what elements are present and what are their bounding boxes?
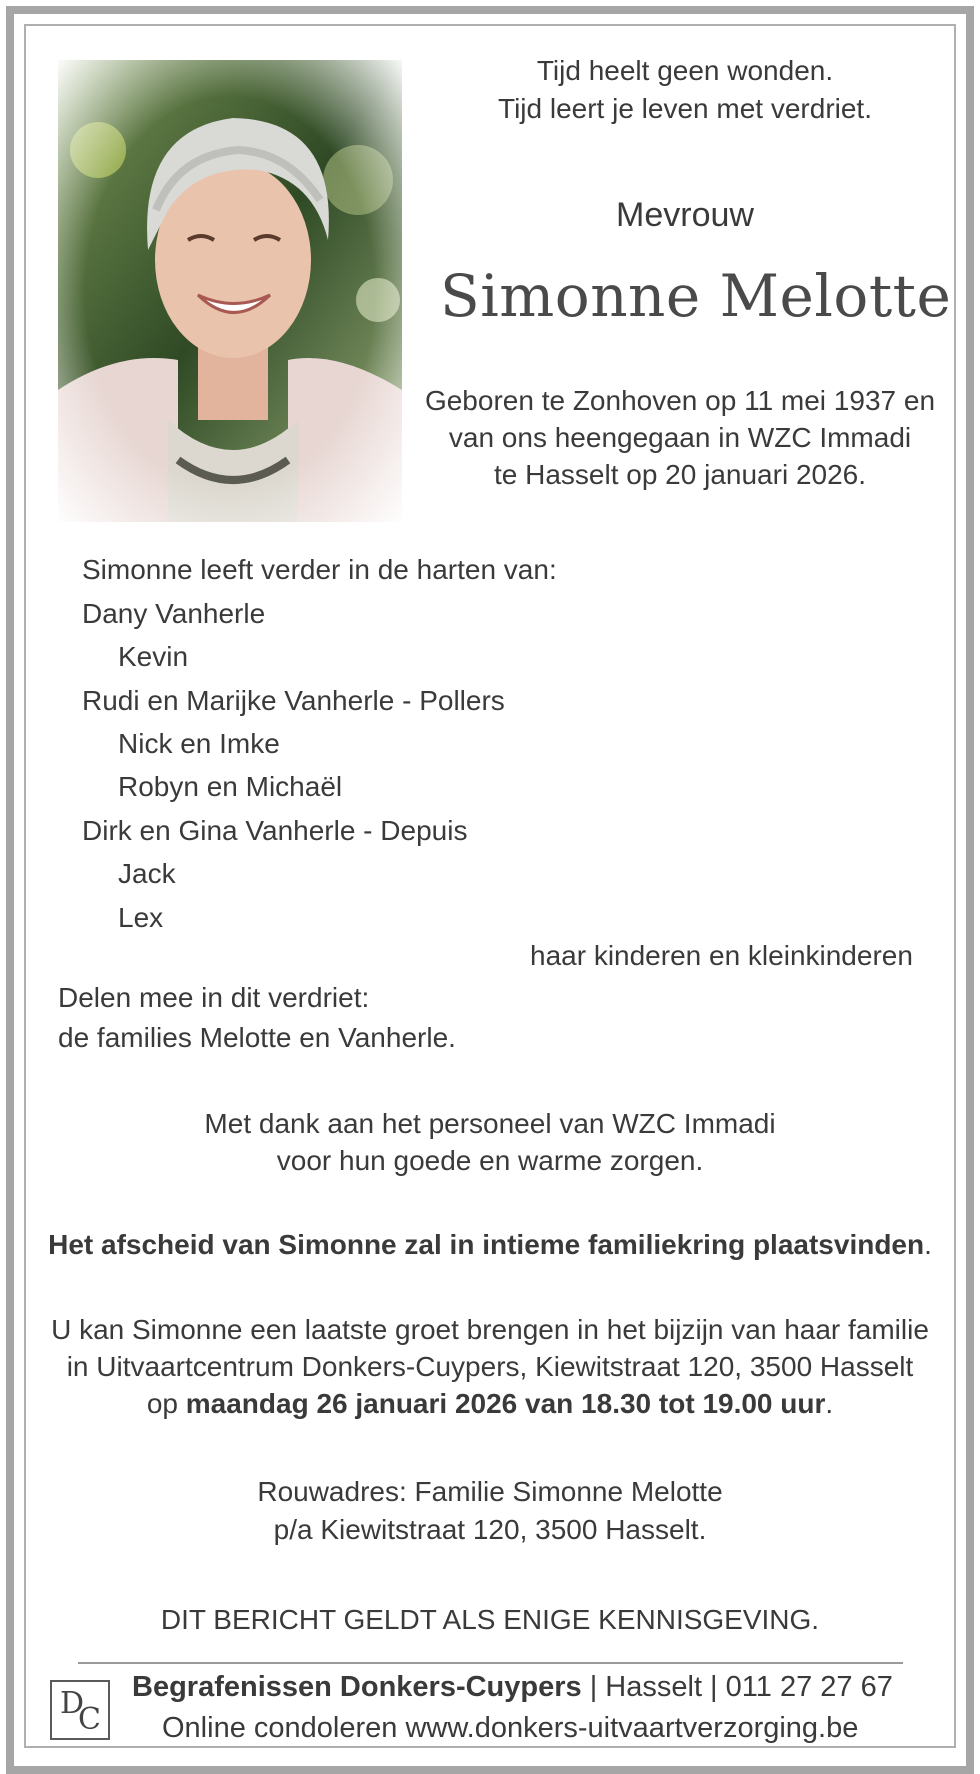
honorific: Mevrouw: [616, 196, 754, 234]
family-member: Jack: [118, 858, 176, 889]
share-line-1: Delen mee in dit verdriet:: [58, 982, 370, 1013]
thanks-line-1: Met dank aan het personeel van WZC Immadi: [204, 1108, 776, 1139]
birth-line-3: te Hasselt op 20 januari 2026.: [493, 459, 867, 490]
address-line-1: Rouwadres: Familie Simonne Melotte: [257, 1476, 723, 1507]
footer-company-line: [132, 1671, 893, 1704]
visit-line-3: [0, 1385, 980, 1422]
farewell-tail: .: [924, 1229, 932, 1260]
family-member: Nick en Imke: [118, 728, 280, 759]
online-condolence[interactable]: Online condoleren www.donkers-uitvaartverzorging.be: [162, 1712, 859, 1744]
family-member: Dany Vanherle: [82, 598, 266, 629]
company-name: Begrafenissen Donkers-Cuypers: [132, 1671, 582, 1703]
family-member: Lex: [118, 902, 164, 933]
farewell-statement: [0, 1226, 980, 1263]
visit-line-3-pre: op: [146, 1388, 186, 1419]
family-relation: haar kinderen en kleinkinderen: [530, 940, 913, 971]
birth-line-2: van ons heengegaan in WZC Immadi: [448, 422, 912, 453]
birth-line-1: Geboren te Zonhoven op 11 mei 1937 en: [424, 385, 936, 416]
logo-letter-c: C: [78, 1702, 101, 1737]
quote-line-2: Tijd leert je leven met verdriet.: [498, 93, 872, 124]
thanks-line-2: voor hun goede en warme zorgen.: [276, 1145, 704, 1176]
company-contact: | Hasselt | 011 27 27 67: [581, 1671, 893, 1703]
farewell-bold: Het afscheid van Simonne zal in intieme familiekring plaatsvinden: [48, 1229, 925, 1260]
company-logo: [50, 1680, 110, 1740]
visit-datetime: maandag 26 januari 2026 van 18.30 tot 19.00 uur: [185, 1388, 826, 1419]
family-intro: Simonne leeft verder in de harten van:: [82, 554, 557, 585]
visit-line-2: in Uitvaartcentrum Donkers-Cuypers, Kiewitstraat 120, 3500 Hasselt: [66, 1351, 914, 1382]
family-member: Robyn en Michaël: [118, 771, 343, 802]
quote-line-1: Tijd heelt geen wonden.: [536, 55, 834, 86]
address-line-2: p/a Kiewitstraat 120, 3500 Hasselt.: [273, 1514, 707, 1545]
logo-letter-d: D: [60, 1686, 85, 1721]
family-member: Rudi en Marijke Vanherle - Pollers: [82, 685, 505, 716]
family-member: Kevin: [118, 641, 189, 672]
visit-line-1: U kan Simonne een laatste groet brengen in het bijzijn van haar familie: [51, 1314, 929, 1345]
deceased-name: Simonne Melotte: [440, 262, 952, 330]
portrait-photo: [58, 60, 402, 522]
notice: DIT BERICHT GELDT ALS ENIGE KENNISGEVING.: [160, 1604, 820, 1635]
family-member: Dirk en Gina Vanherle - Depuis: [82, 815, 468, 846]
footer-divider: [78, 1662, 903, 1664]
visit-line-3-post: .: [825, 1388, 834, 1419]
share-line-2: de families Melotte en Vanherle.: [58, 1022, 456, 1053]
